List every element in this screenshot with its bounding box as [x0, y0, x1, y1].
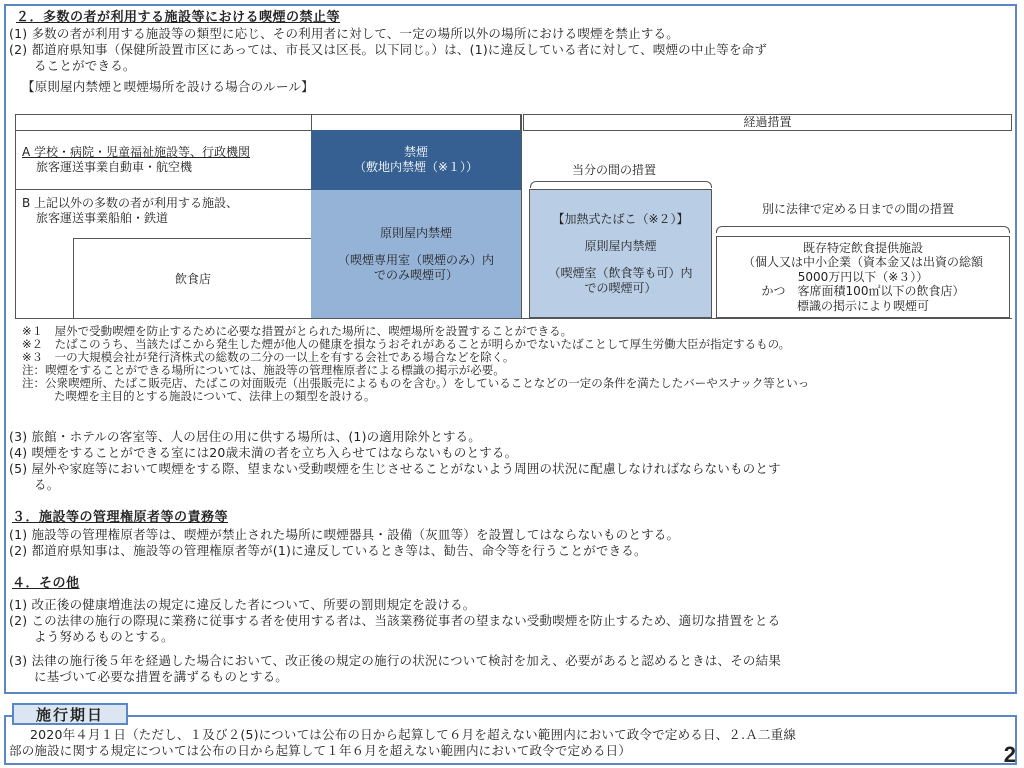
section4-item-2: (2) この法律の施行の際現に業務に従事する者を使用する者は、当該業務従事者の望まない受動喫煙を防止するため、適切な措置をとる — [9, 613, 781, 628]
existing-facility-line2: （個人又は中小企業（資本金又は出資の総額 — [742, 255, 983, 270]
row-a-rule-line1: 禁煙 — [403, 145, 428, 159]
row-b-rule-line3: でのみ喫煙可） — [373, 267, 458, 282]
existing-facility-line5: 標識の掲示により喫煙可 — [796, 298, 929, 313]
until-law-brace — [716, 226, 1010, 233]
table-caption: 【原則屋内禁煙と喫煙場所を設ける場合のルール】 — [22, 79, 314, 94]
heated-tobacco-line2: （喫煙室（飲食等も可）内 — [548, 265, 693, 280]
restaurant-label: 飲食店 — [174, 271, 211, 286]
column-divider — [521, 114, 522, 319]
row-a-rule-cell — [311, 130, 521, 190]
section2-heading: ２．多数の者が利用する施設等における喫煙の禁止等 — [16, 10, 341, 25]
section4-item-2-cont: よう努めるものとする。 — [34, 629, 174, 644]
section3-item-1: (1) 施設等の管理権原者等は、喫煙が禁止された場所に喫煙器具・設備（灰皿等）を設置してはならないものとする。 — [9, 527, 680, 542]
note-4: 注：喫煙をすることができる場所については、施設等の管理権原者による標識の掲示が必要。 — [22, 363, 505, 377]
row-b-rule-cell — [311, 190, 521, 318]
row-b-rule-line2: （喫煙専用室（喫煙のみ）内 — [337, 252, 494, 267]
interim-measure-label: 当分の間の措置 — [572, 163, 657, 177]
section2-item-5: (5) 屋外や家庭等において喫煙をする際、望まない受動喫煙を生じさせることがないよう周囲の状況に配慮しなければならないものとす — [9, 461, 781, 476]
note-5-cont: た喫煙を主目的とする施設について、法律上の類型を設ける。 — [54, 389, 376, 403]
row-a-label-line2: 旅客運送事業自動車・航空機 — [36, 160, 193, 174]
section4-item-1: (1) 改正後の健康増進法の規定に違反した者について、所要の罰則規定を設ける。 — [9, 597, 476, 612]
section2-item-3: (3) 旅館・ホテルの客室等、人の居住の用に供する場所は、(1)の適用除外とする。 — [9, 429, 481, 444]
effective-date-line2: 部の施設に関する規定については公布の日から起算して１年６月を超えない範囲内において政令で定める日） — [9, 743, 632, 758]
row-a-rule-line2: （敷地内禁煙（※１）） — [353, 160, 479, 174]
note-5: 注：公衆喫煙所、たばこ販売店、たばこの対面販売（出張販売によるものを含む。）をしていることなどの一定の条件を満たしたバーやスナック等といっ — [22, 376, 810, 390]
section2-item-2-cont: ることができる。 — [34, 58, 136, 73]
section2-item-1: (1) 多数の者が利用する施設等の類型に応じ、その利用者に対して、一定の場所以外の場所における喫煙を禁止する。 — [9, 26, 679, 41]
row-b-label — [22, 196, 238, 226]
existing-facility-line1: 既存特定飲食提供施設 — [802, 240, 923, 255]
note-1: ※１ 屋外で受動喫煙を防止するために必要な措置がとられた場所に、喫煙場所を設置することができる。 — [22, 324, 573, 338]
row-divider — [15, 189, 311, 190]
section3-heading: ３．施設等の管理権原者等の責務等 — [12, 510, 229, 525]
row-a-label — [22, 145, 250, 175]
section3-item-2: (2) 都道府県知事は、施設等の管理権原者等が(1)に違反しているとき等は、勧告、命令等を行うことができる。 — [9, 543, 647, 558]
heated-tobacco-title: 【加熱式たばこ（※２）】 — [552, 211, 689, 226]
row-a-label-line1: A 学校・病院・児童福祉施設等、行政機関 — [22, 145, 251, 159]
note-3: ※３ 一の大規模会社が発行済株式の総数の二分の一以上を有する会社である場合などを除く。 — [22, 350, 515, 364]
effective-date-line1: 2020年４月１日（ただし、１及び２(5)については公布の日から起算して６月を超えない範囲内において政令で定める日、２.Ａ二重線 — [30, 727, 797, 742]
section2-item-2: (2) 都道府県知事（保健所設置市区にあっては、市長又は区長。以下同じ。）は、(1)に違反している者に対して、喫煙の中止等を命ず — [9, 42, 768, 57]
section4-heading: ４．その他 — [12, 576, 80, 591]
row-b-label-line2: 旅客運送事業船舶・鉄道 — [36, 211, 169, 225]
section4-item-3-cont: に基づいて必要な措置を講ずるものとする。 — [34, 669, 289, 684]
table-header-blank-2 — [311, 114, 521, 131]
restaurant-cell — [73, 238, 312, 319]
heated-tobacco-line1: 原則屋内禁煙 — [584, 238, 657, 253]
row-b-label-line1: B 上記以外の多数の者が利用する施設、 — [22, 196, 239, 210]
section2-item-4: (4) 喫煙をすることができる室には20歳未満の者を立ち入らせてはならないものとする。 — [9, 445, 518, 460]
table-left-border — [15, 130, 16, 319]
effective-date-title: 施行期日 — [12, 703, 128, 725]
note-2: ※２ たばこのうち、当該たばこから発生した煙が他人の健康を損なうおそれがあることが明らかでないたばことして厚生労働大臣が指定するもの。 — [22, 337, 791, 351]
section4-item-3: (3) 法律の施行後５年を経過した場合において、改正後の規定の施行の状況について検討を加え、必要があると認めるときは、その結果 — [9, 653, 782, 668]
heated-tobacco-line3: での喫煙可） — [584, 280, 657, 295]
transitional-header: 経過措置 — [523, 114, 1012, 131]
row-b-rule-line1: 原則屋内禁煙 — [379, 225, 452, 240]
existing-facility-line4: かつ 客席面積100㎡以下の飲食店） — [761, 284, 965, 299]
existing-facility-line3: 5000万円以下（※３）） — [797, 269, 929, 284]
until-law-label: 別に法律で定める日までの間の措置 — [762, 202, 955, 216]
heated-tobacco-box — [529, 189, 712, 318]
section2-item-5-cont: る。 — [34, 477, 60, 492]
interim-brace — [530, 181, 712, 188]
page-number: 2 — [1003, 742, 1016, 767]
table-header-blank-1 — [15, 114, 312, 131]
existing-facility-box — [716, 236, 1010, 318]
